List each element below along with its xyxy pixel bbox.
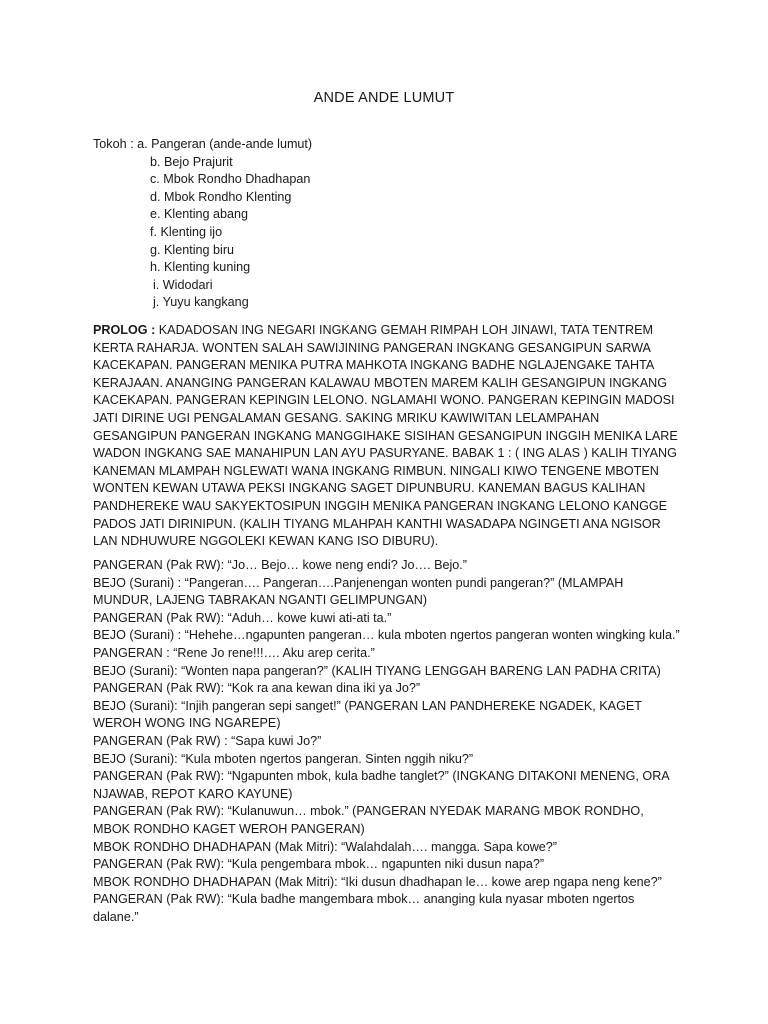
character-item: i. Widodari: [153, 277, 213, 292]
character-item: b. Bejo Prajurit: [150, 154, 233, 169]
dialog-line: MBOK RONDHO DHADHAPAN (Mak Mitri): “Walahdalah…. mangga. Sapa kowe?”: [93, 839, 557, 854]
character-item: h. Klenting kuning: [150, 260, 251, 275]
character-item: j. Yuyu kangkang: [153, 295, 249, 310]
dialog-line: PANGERAN (Pak RW) : “Sapa kuwi Jo?”: [93, 733, 322, 748]
prolog-text: KADADOSAN ING NEGARI INGKANG GEMAH RIMPAH LOH JINAWI, TATA TENTREM KERTA RAHARJA. WONTEN SALAH SAWIJINING PANGERAN INGKANG GESANGIPUN SARWA KACEKAPAN. PANGERAN MENIKA PUTRA MAHKOTA INGKANG BADHE NGLAJENGAKE TAHTA KERAJAAN. ANANGING PANGERAN KALAWAU MBOTEN MAREM KALIH GESANGIPUN INGKANG KACEKAPAN. PANGERAN KEPINGIN LELONO. NGLAMAHI WONO. PANGERAN KEPINGIN MADOSI JATI DIRINE UGI PENGALAMAN GESANG. SAKING MRIKU KAWIWITAN LELAMPAHAN GESANGIPUN PANGERAN INGKANG MANGGIHAKE SISIHAN GESANGIPUN INGGIH MENIKA LARE WADON INGKANG SAE MANAHIPUN LAN AYU PASURYANE. BABAK 1 : ( ING ALAS ) KALIH TIYANG KANEMAN MLAMPAH NGLEWATI WANA INGKANG RIMBUN. NINGALI KIWO TENGENE MBOTEN WONTEN KEWAN UTAWA PEKSI INGKANG SAGET DIPUNBURU. KANEMAN BAGUS KALIHAN PANDHEREKE WAU SAKYEKTOSIPUN INGGIH MENIKA PANGERAN INGKANG LELONO KANGGE PADOS JATI DIRINIPUN. (KALIH TIYANG MLAHPAH KANTHI WASADAPA NGINGETI ANA NGISOR LAN NDHUWURE NGGOLEKI KEWAN KANG ISO DIBURU).: [93, 323, 678, 549]
character-item: e. Klenting abang: [150, 207, 249, 222]
dialog-line: PANGERAN (Pak RW): “Kok ra ana kewan dina iki ya Jo?”: [93, 681, 421, 696]
dialog-line: BEJO (Surani) : “Hehehe…ngapunten pangeran… kula mboten ngertos pangeran wonten wingking kula.” PANGERAN : “Rene Jo rene!!!…. Aku arep cerita.”: [93, 628, 680, 660]
dialog-line: PANGERAN (Pak RW): “Kulanuwun… mbok.” (PANGERAN NYEDAK MARANG MBOK RONDHO, MBOK RONDHO KAGET WEROH PANGERAN): [93, 804, 644, 836]
dialog-line: MBOK RONDHO DHADHAPAN (Mak Mitri): “Iki dusun dhadhapan le… kowe arep ngapa neng kene?”: [93, 874, 662, 889]
character-item: d. Mbok Rondho Klenting: [150, 189, 292, 204]
dialog-line: BEJO (Surani): “Kula mboten ngertos pangeran. Sinten nggih niku?”: [93, 751, 474, 766]
dialog-line: BEJO (Surani) : “Pangeran…. Pangeran….Panjenengan wonten pundi pangeran?” (MLAMPAH MUNDUR, LAJENG TABRAKAN NGANTI GELIMPUNGAN): [93, 575, 624, 608]
character-item: c. Mbok Rondho Dhadhapan: [150, 172, 311, 187]
dialog-line: PANGERAN (Pak RW): “Jo… Bejo… kowe neng endi? Jo…. Bejo.”: [93, 558, 467, 572]
document-title: ANDE ANDE LUMUT: [313, 90, 455, 106]
character-list: [93, 136, 312, 312]
character-item: g. Klenting biru: [150, 242, 235, 257]
dialog-line: BEJO (Surani): “Injih pangeran sepi sanget!” (PANGERAN LAN PANDHEREKE NGADEK, KAGET WEROH WONG ING NGAREPE): [93, 698, 642, 731]
dialog-line: PANGERAN (Pak RW): “Aduh… kowe kuwi ati-ati ta.”: [93, 610, 392, 625]
prolog-section: [93, 322, 683, 551]
dialog-section: [93, 557, 683, 926]
character-item: f. Klenting ijo: [150, 224, 223, 239]
dialog-line: BEJO (Surani): “Wonten napa pangeran?” (KALIH TIYANG LENGGAH BARENG LAN PADHA CRITA): [93, 663, 661, 678]
character-list-label: Tokoh : a. Pangeran (ande-ande lumut): [93, 137, 313, 151]
dialog-line: PANGERAN (Pak RW): “Kula pengembara mbok… ngapunten niki dusun napa?”: [93, 857, 545, 872]
prolog-paragraph: [93, 322, 683, 551]
prolog-label: PROLOG :: [93, 323, 156, 337]
dialog-line: PANGERAN (Pak RW): “Ngapunten mbok, kula badhe tanglet?” (INGKANG DITAKONI MENENG, ORA NJAWAB, REPOT KARO KAYUNE): [93, 769, 670, 801]
dialog-line: PANGERAN (Pak RW): “Kula badhe mangembara mbok… ananging kula nyasar mboten ngertos dalane.”: [93, 892, 635, 924]
